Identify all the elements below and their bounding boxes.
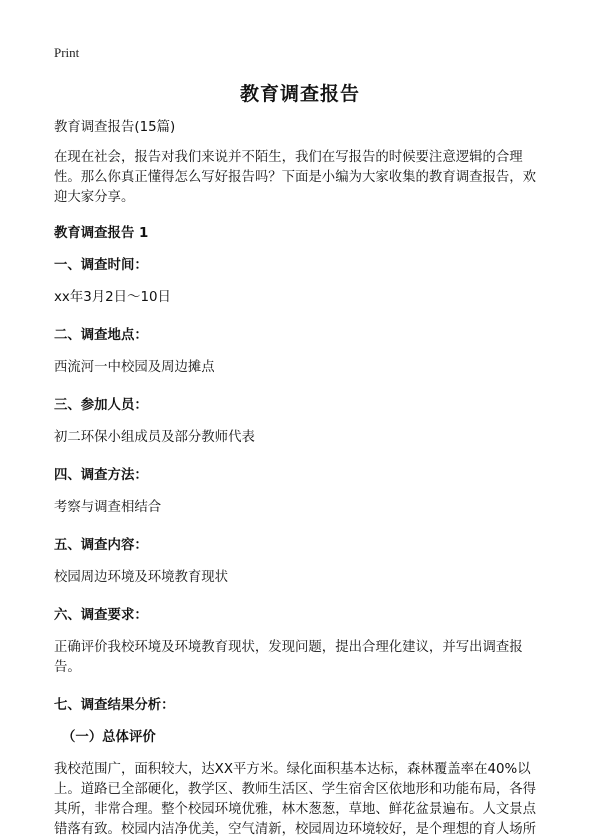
document-subtitle: 教育调查报告(15篇) (54, 120, 176, 135)
section-value-participants: 初二环保小组成员及部分教师代表 (54, 430, 255, 445)
section-value-requirements: 正确评价我校环境及环境教育现状，发现问题，提出合理化建议，并写出调查报告。 (54, 640, 523, 675)
report-heading: 教育调查报告 1 (54, 226, 149, 241)
section-value-location: 西流河一中校园及周边摊点 (54, 360, 215, 375)
overall-paragraph: 我校范围广，面积较大，达XX平方米。绿化面积基本达标，森林覆盖率在40%以上。道路已全部硬化，教学区、教师生活区、学生宿舍区依地形和功能布局，各得其所，非常合理。整个校园环境优雅，林木葱葱，草地、鲜花盆景遍布。人文景点错落有致。校园内洁净优美，空气清新，校园周边环境较好，是个理想的育人场所 (54, 762, 537, 837)
section-value-time: xx年3月2日～10日 (54, 290, 171, 305)
section-heading-method: 四、调查方法： (54, 468, 148, 483)
document-title: 教育调查报告 (239, 83, 360, 105)
document-body (54, 118, 549, 840)
section-value-content: 校园周边环境及环境教育现状 (54, 570, 229, 585)
section-heading-content: 五、调查内容： (54, 538, 148, 553)
print-link[interactable]: Print (54, 45, 80, 60)
analysis-heading: 七、调查结果分析： (54, 698, 175, 713)
section-heading-requirements: 六、调查要求： (54, 608, 148, 623)
intro-paragraph: 在现在社会，报告对我们来说并不陌生，我们在写报告的时候要注意逻辑的合理性。那么你真正懂得怎么写好报告吗？下面是小编为大家收集的教育调查报告，欢迎大家分享。 (54, 150, 537, 205)
section-value-method: 考察与调查相结合 (54, 500, 162, 515)
section-heading-time: 一、调查时间： (54, 258, 148, 273)
overall-heading: （一）总体评价 (62, 730, 156, 745)
section-heading-participants: 三、参加人员： (54, 398, 148, 413)
section-heading-location: 二、调查地点： (54, 328, 148, 343)
